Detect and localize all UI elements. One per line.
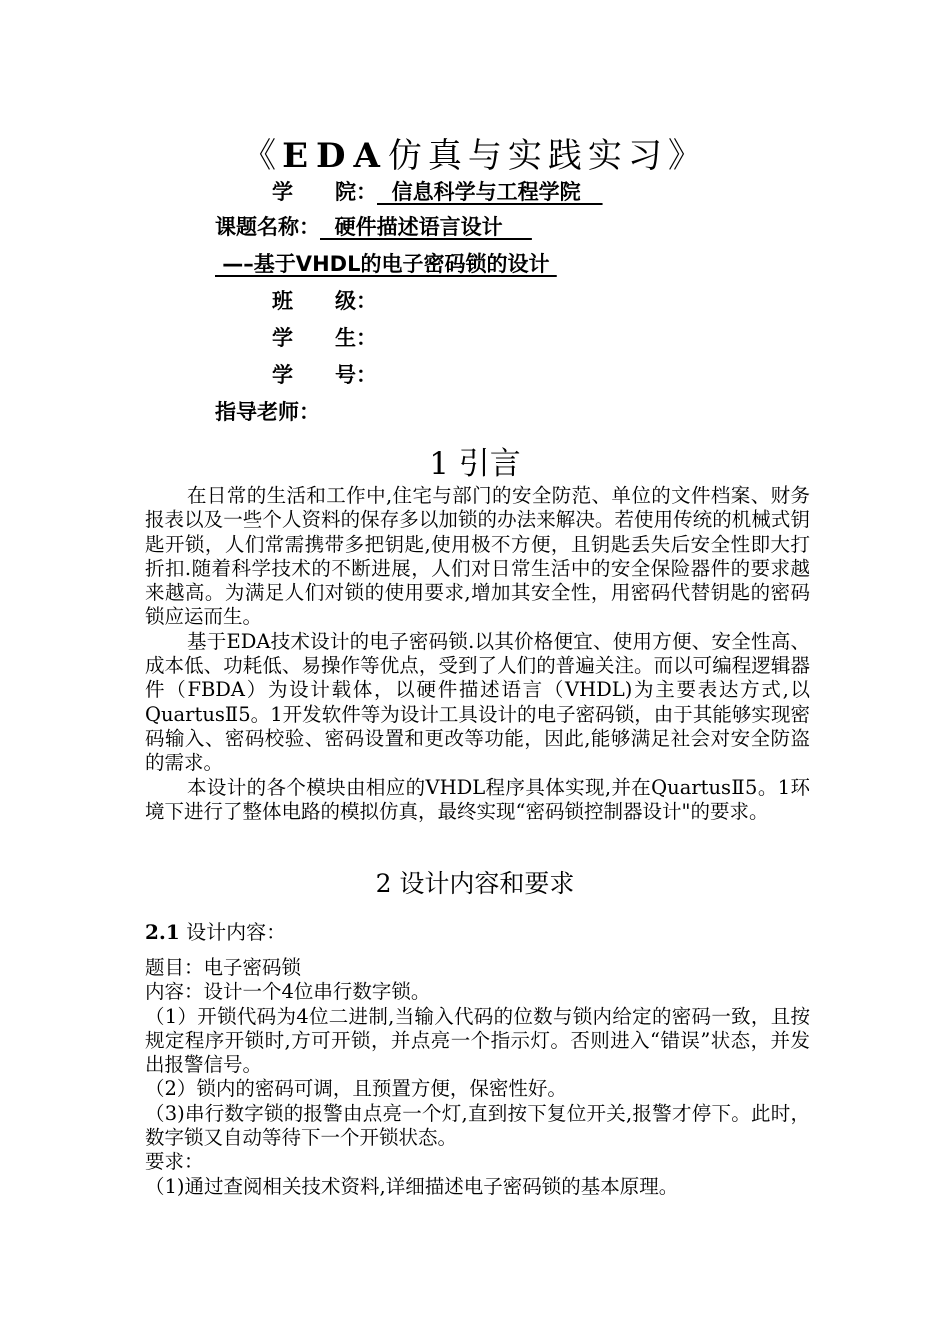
student-label: 学 生： (272, 326, 377, 350)
content-line: 题目：电子密码锁 (145, 956, 302, 979)
college-label: 学 院： (272, 180, 377, 204)
college-field (272, 176, 603, 206)
section1-body (145, 484, 810, 824)
topic-subtitle: —–基于VHDL的电子密码锁的设计 (215, 252, 557, 276)
section2-body (145, 956, 810, 1199)
intro-paragraph-2: 基于EDA技术设计的电子密码锁.以其价格便宜、使用方便、安全性高、成本低、功耗低、易操作等优点，受到了人们的普遍关注。而以可编程逻辑器件（FBDA）为设计载体，以硬件描述语言（VHDL)为主要表达方式,以QuartusⅡ5。1开发软件等为设计工具设计的电子密码锁，由于其能够实现密码输入、密码校验、密码设置和更改等功能，因此,能够满足社会对安全防盗的需求。 (145, 629, 810, 775)
content-line: （1）开锁代码为4位二进制,当输入代码的位数与锁内给定的密码一致，且按规定程序开锁时,方可开锁，并点亮一个指示灯。否则进入“错误”状态，并发出报警信号。 (145, 1004, 810, 1077)
subsection-heading: 2.1 设计内容： (145, 920, 287, 944)
intro-paragraph-1: 在日常的生活和工作中,住宅与部门的安全防范、单位的文件档案、财务报表以及一些个人资料的保存多以加锁的办法来解决。若使用传统的机械式钥匙开锁，人们常需携带多把钥匙,使用极不方便，且钥匙丢失后安全性即大打折扣.随着科学技术的不断进展，人们对日常生活中的安全保险器件的要求越来越高。为满足人们对锁的使用要求,增加其安全性，用密码代替钥匙的密码锁应运而生。 (145, 484, 810, 629)
content-line: （1)通过查阅相关技术资料,详细描述电子密码锁的基本原理。 (145, 1174, 679, 1198)
content-line: （3)串行数字锁的报警由点亮一个灯,直到按下复位开关,报警才停下。此时，数字锁又自动等待下一个开锁状态。 (145, 1101, 810, 1150)
intro-paragraph-3: 本设计的各个模块由相应的VHDL程序具体实现,并在QuartusⅡ5。1环境下进行了整体电路的模拟仿真，最终实现“密码锁控制器设计"的要求。 (145, 775, 810, 823)
section1-heading: 1 引言 (429, 446, 521, 482)
class-label: 班 级： (272, 289, 377, 313)
topic-label: 课题名称： (215, 215, 320, 239)
number-label: 学 号： (272, 363, 377, 387)
college-value: 信息科学与工程学院 (377, 180, 603, 204)
content-line: 内容：设计一个4位串行数字锁。 (145, 980, 431, 1004)
content-line: 要求： (145, 1150, 204, 1174)
section2-heading: 2 设计内容和要求 (375, 869, 575, 898)
document-title: 《EDA仿真与实践实习》 (242, 136, 708, 176)
advisor-label: 指导老师： (215, 400, 320, 424)
topic-field (215, 211, 532, 241)
topic-value: 硬件描述语言设计 (320, 215, 532, 239)
content-line: （2）锁内的密码可调，且预置方便，保密性好。 (145, 1077, 567, 1101)
